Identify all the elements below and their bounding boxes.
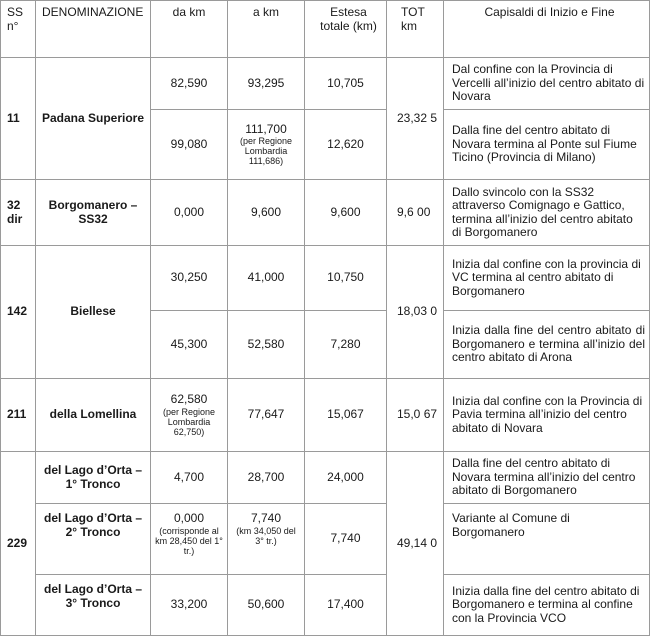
header-estesa: Estesa totale (km) <box>305 1 387 58</box>
ss-number: 211 <box>1 379 36 452</box>
header-da-km: da km <box>151 1 228 58</box>
da-km-note: (corrisponde al km 28,450 del 1° tr.) <box>155 525 223 556</box>
da-km: 45,300 <box>151 311 228 379</box>
tot-km: 23,32 5 <box>387 58 444 180</box>
header-denominazione: DENOMINAZIONE <box>36 1 151 58</box>
table-row <box>1 504 650 575</box>
header-a-km: a km <box>228 1 305 58</box>
table-row <box>1 575 650 636</box>
table-row <box>1 58 650 110</box>
a-km: 7,740 <box>250 511 282 525</box>
capisaldi: Dal confine con la Provincia di Vercelli all’inizio del centro abitato di Novara <box>444 58 650 110</box>
capisaldi: Dalla fine del centro abitato di Novara termina all’inizio del centro abitato di Borgomanero <box>444 452 650 504</box>
table-row <box>1 452 650 504</box>
table-row <box>1 246 650 311</box>
da-km: 0,000 <box>151 180 228 246</box>
da-km: 4,700 <box>151 452 228 504</box>
a-km-note: (per Regione Lombardia 111,686) <box>239 136 293 167</box>
estesa: 10,750 <box>305 246 387 311</box>
da-km: 62,580 <box>170 392 208 407</box>
a-km: 9,600 <box>228 180 305 246</box>
estesa: 7,740 <box>305 504 387 575</box>
a-km: 50,600 <box>228 575 305 636</box>
da-km: 33,200 <box>151 575 228 636</box>
header-row <box>1 1 650 58</box>
tot-km: 9,6 00 <box>387 180 444 246</box>
ss-number: 229 <box>1 452 36 636</box>
da-km: 0,000 <box>173 511 205 525</box>
table-row <box>1 180 650 246</box>
a-km: 93,295 <box>228 58 305 110</box>
ss-number: 32 dir <box>1 180 36 246</box>
a-km: 111,700 <box>245 121 287 136</box>
a-km-cell <box>228 110 305 180</box>
estesa: 7,280 <box>305 311 387 379</box>
road-name: Borgomanero – SS32 <box>36 180 151 246</box>
a-km: 28,700 <box>228 452 305 504</box>
a-km-note: (km 34,050 del 3° tr.) <box>236 525 296 546</box>
a-km-cell <box>228 504 305 575</box>
capisaldi: Inizia dalla fine del centro abitato di Borgomanero e termina all’inizio del centro abitato di Arona <box>444 311 650 379</box>
a-km: 41,000 <box>228 246 305 311</box>
estesa: 17,400 <box>305 575 387 636</box>
table-row <box>1 379 650 452</box>
tot-km: 18,03 0 <box>387 246 444 379</box>
da-km-cell <box>151 379 228 452</box>
capisaldi: Dalla fine del centro abitato di Novara termina al Ponte sul Fiume Ticino (Provincia di Milano) <box>444 110 650 180</box>
estesa: 10,705 <box>305 58 387 110</box>
capisaldi: Inizia dal confine con la provincia di VC termina al centro abitato di Borgomanero <box>444 246 650 311</box>
road-name: Biellese <box>36 246 151 379</box>
tot-km: 49,14 0 <box>387 452 444 636</box>
da-km: 99,080 <box>151 110 228 180</box>
estesa: 15,067 <box>305 379 387 452</box>
header-tot-km: TOT km <box>387 1 444 58</box>
capisaldi: Inizia dal confine con la Provincia di Pavia termina all’inizio del centro abitato di Novara <box>444 379 650 452</box>
da-km-note: (per Regione Lombardia 62,750) <box>162 406 216 437</box>
capisaldi: Variante al Comune di Borgomanero <box>444 504 650 575</box>
tot-km: 15,0 67 <box>387 379 444 452</box>
da-km: 30,250 <box>151 246 228 311</box>
a-km: 77,647 <box>228 379 305 452</box>
capisaldi: Inizia dalla fine del centro abitato di Borgomanero e termina al confine con la Provincia VCO <box>444 575 650 636</box>
header-ss: SS n° <box>1 1 36 58</box>
road-name: del Lago d’Orta – 2° Tronco <box>36 504 151 575</box>
a-km: 52,580 <box>228 311 305 379</box>
ss-number: 142 <box>1 246 36 379</box>
estesa: 9,600 <box>305 180 387 246</box>
da-km-cell <box>151 504 228 575</box>
estesa: 12,620 <box>305 110 387 180</box>
road-name: del Lago d’Orta – 1° Tronco <box>36 452 151 504</box>
estesa: 24,000 <box>305 452 387 504</box>
capisaldi: Dallo svincolo con la SS32 attraverso Comignago e Gattico, termina all’inizio del centro abitato di Borgomanero <box>444 180 650 246</box>
road-name: della Lomellina <box>36 379 151 452</box>
header-capisaldi: Capisaldi di Inizio e Fine <box>444 1 650 58</box>
road-name: del Lago d’Orta – 3° Tronco <box>36 575 151 636</box>
road-name: Padana Superiore <box>36 58 151 180</box>
ss-number: 11 <box>1 58 36 180</box>
da-km: 82,590 <box>151 58 228 110</box>
